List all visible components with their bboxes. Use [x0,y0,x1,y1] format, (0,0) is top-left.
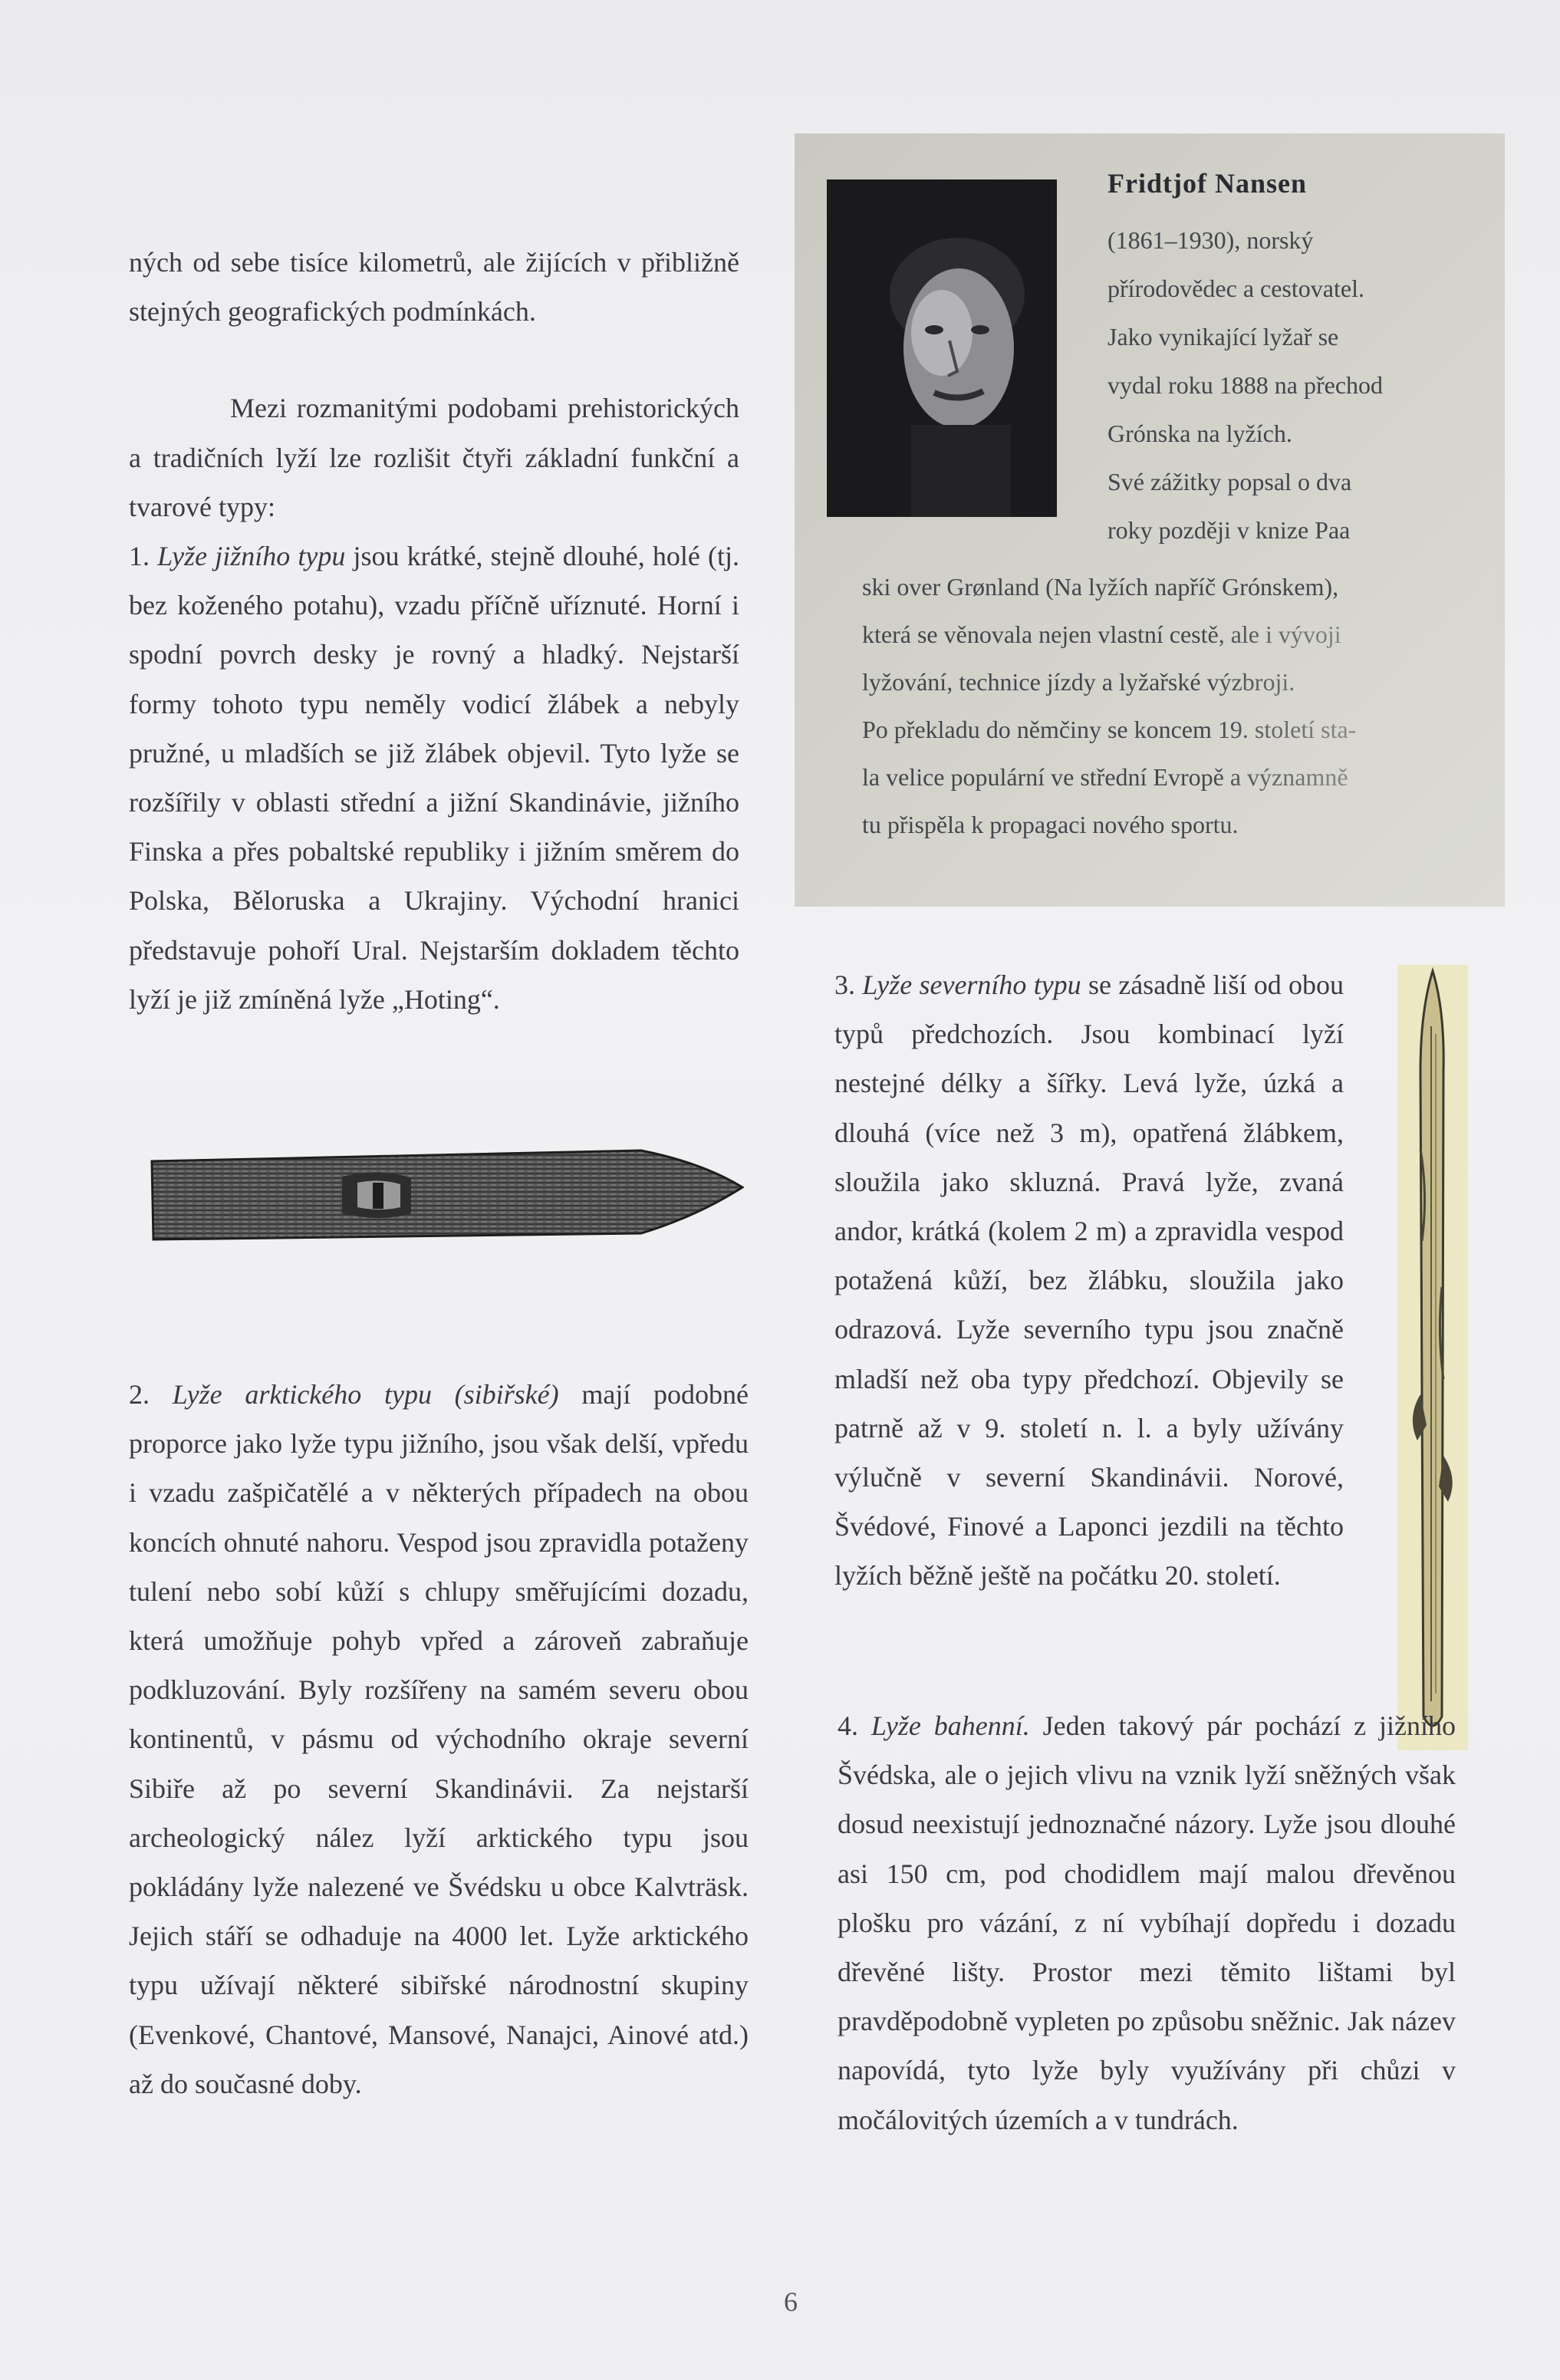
paragraph-type-1 [129,532,739,1024]
type-2-number: 2. [129,1379,173,1410]
left-column-bottom [129,1370,749,2108]
right-column-type-4 [838,1701,1456,2145]
type-2-term: Lyže arktického typu (sibiřské) [172,1379,559,1410]
sidebar-body [862,563,1483,848]
southern-ski-image [150,1140,744,1247]
northern-ski-image [1397,965,1468,1750]
sidebar-lead [1107,216,1476,555]
paragraph-continuation: ných od sebe tisíce kilometrů, ale žijících v přibližně stejných geografických podmínkách. [129,247,739,328]
nansen-portrait [827,179,1057,517]
sidebar-lead-line: (1861–1930), norský [1107,226,1314,254]
type-1-number: 1. [129,541,158,572]
type-4-number: 4. [838,1710,871,1741]
type-1-term: Lyže jižního typu [157,541,346,572]
paragraph-type-4 [838,1701,1456,2145]
type-3-number: 3. [834,969,863,1000]
sidebar-body-line: tu přispěla k propagaci nového sportu. [862,801,1483,848]
type-1-text: jsou krátké, stejně dlouhé, holé (tj. bez koženého potahu), vzadu příčně uříznuté. Horní i spodní povrch desky je rovný a hladký. Nejstarší formy tohoto typu neměly vodicí žlábek a nebyly pružné, u mladších se již žlábek objevil. Tyto lyže se rozšířily v oblasti střední a jižní Skandinávie, jižního Finska a přes pobaltské republiky i jižním směrem do Polska, Běloruska a Ukrajiny. Východní hranici představuje pohoří Ural. Nejstarším dokladem těchto lyží je již zmíněná lyže „Hoting“. [129,541,740,1015]
sidebar-body-line: která se věnovala nejen vlastní cestě, ale i vývoji [862,611,1483,658]
type-3-text: se zásadně liší od obou typů předchozích. Jsou kombinací lyží nestejné délky a šířky. Levá lyže, úzká a dlouhá (více než 3 m), opatřená žlábkem, sloužila jako skluzná. Pravá lyže, zvaná andor, krátká (kolem 2 m) a zpravidla vespod potažená kůží, bez žlábku, sloužila jako odrazová. Lyže severního typu jsou značně mladší než oba typy předchozí. Objevily se patrně až v 9. století n. l. a byly užívány výlučně v severní Skandinávii. Norové, Švédové, Finové a Laponci jezdili na těchto lyžích běžně ještě na počátku 20. století. [834,969,1344,1592]
type-4-term: Lyže bahenní. [871,1710,1030,1741]
sidebar-lead-line: Jako vynikající lyžař se [1107,323,1339,351]
portrait-photo-icon [827,179,1057,517]
sidebar-title: Fridtjof Nansen [1107,168,1307,199]
sidebar-body-line: Po překladu do němčiny se koncem 19. století sta- [862,706,1483,753]
nansen-sidebar-box [795,133,1505,907]
right-column-type-3 [834,960,1344,1601]
paragraph-type-3 [834,960,1344,1601]
sidebar-lead-line: Grónska na lyžích. [1107,420,1292,447]
northern-ski-drawing-icon [1397,965,1468,1750]
sidebar-lead-line: vydal roku 1888 na přechod [1107,371,1384,399]
sidebar-body-line: la velice populární ve střední Evropě a významně [862,753,1483,801]
sidebar-lead-line: roky později v knize Paa [1107,516,1351,544]
sidebar-body-line: ski over Grønland (Na lyžích napříč Grónskem), [862,573,1339,601]
sidebar-lead-line: Své zážitky popsal o dva [1107,468,1352,495]
page-number: 6 [784,2286,798,2317]
type-3-term: Lyže severního typu [862,969,1081,1000]
paragraph-intro-types: Mezi rozmanitými podobami prehistorických a tradičních lyží lze rozlišit čtyři základní funkční a tvarové typy: [129,393,739,522]
sidebar-lead-line: přírodovědec a cestovatel. [1107,275,1364,302]
type-2-text: mají podobné proporce jako lyže typu jižního, jsou však delší, vpředu i vzadu zašpičatělé a v některých případech na obou koncích ohnuté nahoru. Vespod jsou zpravidla potaženy tulení nebo sobí kůží s chlupy směřujícími dozadu, která umožňuje pohyb vpřed a zároveň zabraňuje podkluzování. Byly rozšířeny na samém severu obou kontinentů, v pásmu od východního okraje severní Sibiře až po severní Skandinávii. Za nejstarší archeologický nález lyží arktického typu jsou pokládány lyže nalezené ve Švédsku u obce Kalvträsk. Jejich stáří se odhaduje na 4000 let. Lyže arktického typu užívají některé sibiřské národnostní skupiny (Evenkové, Chantové, Mansové, Nanajci, Ainové atd.) až do současné doby. [129,1379,749,2099]
left-column-top [129,238,739,1024]
paragraph-type-2 [129,1370,749,2108]
sidebar-body-line: lyžování, technice jízdy a lyžařské výzbroji. [862,658,1483,706]
type-4-text: Jeden takový pár pochází z jižního Švédska, ale o jejich vlivu na vznik lyží sněžných však dosud neexistují jednoznačné názory. Lyže jsou dlouhé asi 150 cm, pod chodidlem mají malou dřevěnou plošku pro vázání, z ní vybíhají dopředu i dozadu dřevěné lišty. Prostor mezi těmito lištami byl pravděpodobně vypleten po způsobu sněžnic. Jak název napovídá, tyto lyže byly využívány při chůzi v močálovitých územích a v tundrách. [838,1710,1456,2135]
